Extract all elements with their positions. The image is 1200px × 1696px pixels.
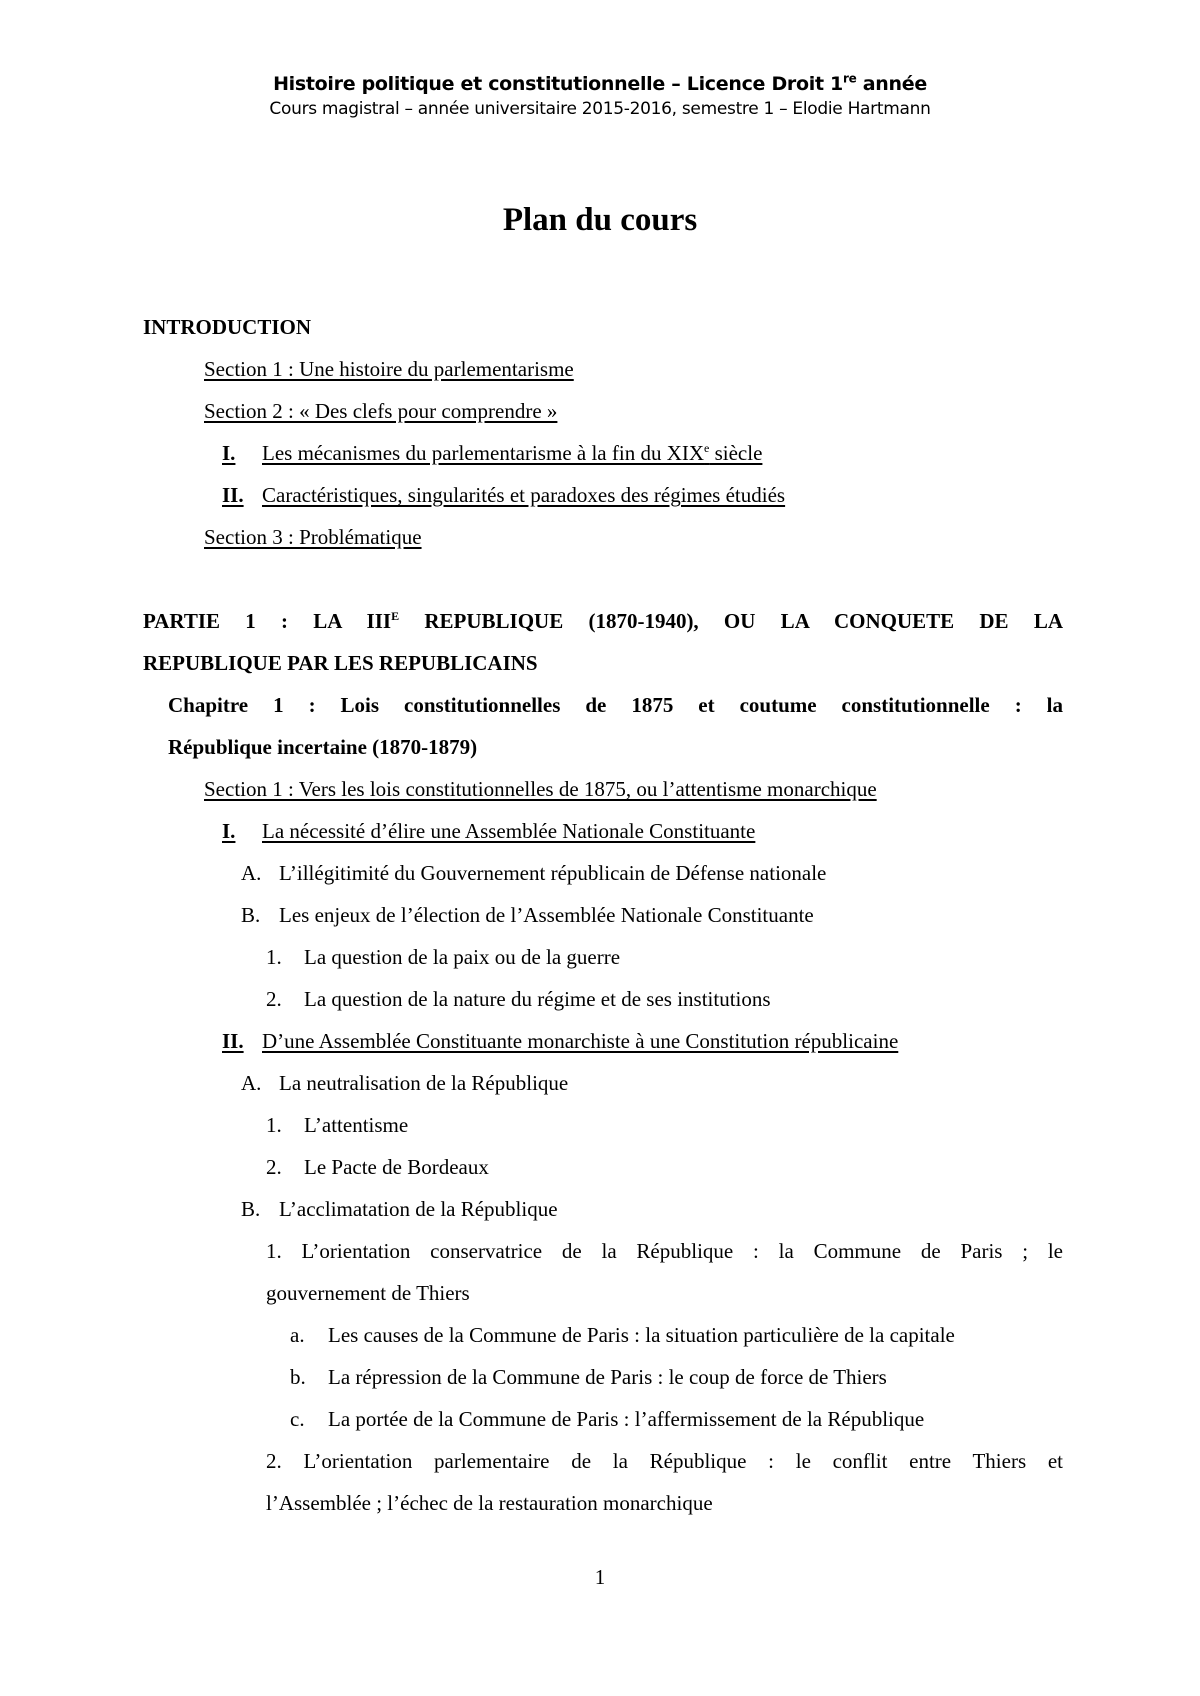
intro-section-2: Section 2 : « Des clefs pour comprendre » (204, 399, 558, 423)
outline-item-I-B-2: 2. La question de la nature du régime et de ses institutions (266, 987, 771, 1011)
outline-item-I: I. La nécessité d’élire une Assemblée Nationale Constituante (222, 819, 756, 843)
outline-item-II-B-1-line-2: gouvernement de Thiers (266, 1281, 470, 1305)
intro-section-3: Section 3 : Problématique (204, 525, 422, 549)
chapter-1-section-1: Section 1 : Vers les lois constitutionnelles de 1875, ou l’attentisme monarchique (204, 777, 877, 801)
intro-section-2-item-2: II. Caractéristiques, singularités et paradoxes des régimes étudiés (222, 483, 786, 507)
outline-item-II-A: A. La neutralisation de la République (241, 1071, 569, 1095)
outline-item-II-B-1-b: b. La répression de la Commune de Paris : le coup de force de Thiers (290, 1365, 887, 1389)
outline-item-I-B-1: 1. La question de la paix ou de la guerre (266, 945, 621, 969)
page-number: 1 (594, 1565, 606, 1589)
outline-item-II: II. D’une Assemblée Constituante monarchiste à une Constitution républicaine (222, 1029, 899, 1053)
outline-item-II-B: B. L’acclimatation de la République (241, 1197, 558, 1221)
course-header-subtitle: Cours magistral – année universitaire 2015-2016, semestre 1 – Elodie Hartmann (269, 99, 931, 119)
outline-item-II-B-2-line-1: 2. L’orientation parlementaire de la République : le conflit entre Thiers et (266, 1449, 1063, 1473)
chapter-1-heading-line-1: Chapitre 1 : Lois constitutionnelles de 1875 et coutume constitutionnelle : la (168, 693, 1063, 717)
partie-1-heading-line-2: REPUBLIQUE PAR LES REPUBLICAINS (143, 651, 538, 675)
outline-item-I-B: B. Les enjeux de l’élection de l’Assemblée Nationale Constituante (241, 903, 814, 927)
chapter-1-heading-line-2: République incertaine (1870-1879) (168, 735, 478, 759)
partie-1-heading-line-1: PARTIE 1 : LA $III^E$ REPUBLIQUE (1870-1940), OU LA CONQUETE DE LA (143, 609, 1063, 633)
outline-item-II-B-1-a: a. Les causes de la Commune de Paris : la situation particulière de la capitale (290, 1323, 955, 1347)
intro-heading: INTRODUCTION (143, 315, 312, 339)
outline-item-II-A-2: 2. Le Pacte de Bordeaux (266, 1155, 489, 1179)
outline-item-II-B-1-c: c. La portée de la Commune de Paris : l’affermissement de la République (290, 1407, 925, 1431)
outline-item-II-B-2-line-2: l’Assemblée ; l’échec de la restauration monarchique (266, 1491, 713, 1515)
intro-section-2-item-1: I. Les mécanismes du parlementarisme à la fin du XIXe siècle (222, 441, 763, 465)
outline-item-II-B-1-line-1: 1. L’orientation conservatrice de la République : la Commune de Paris ; le (266, 1239, 1063, 1263)
course-header-title: Histoire politique et constitutionnelle – Licence Droit 1re année (273, 71, 927, 95)
page-title: Plan du cours (502, 202, 698, 238)
outline-item-I-A: A. L’illégitimité du Gouvernement républicain de Défense nationale (241, 861, 827, 885)
outline-item-II-A-1: 1. L’attentisme (266, 1113, 409, 1137)
intro-section-1: Section 1 : Une histoire du parlementarisme (204, 357, 574, 381)
